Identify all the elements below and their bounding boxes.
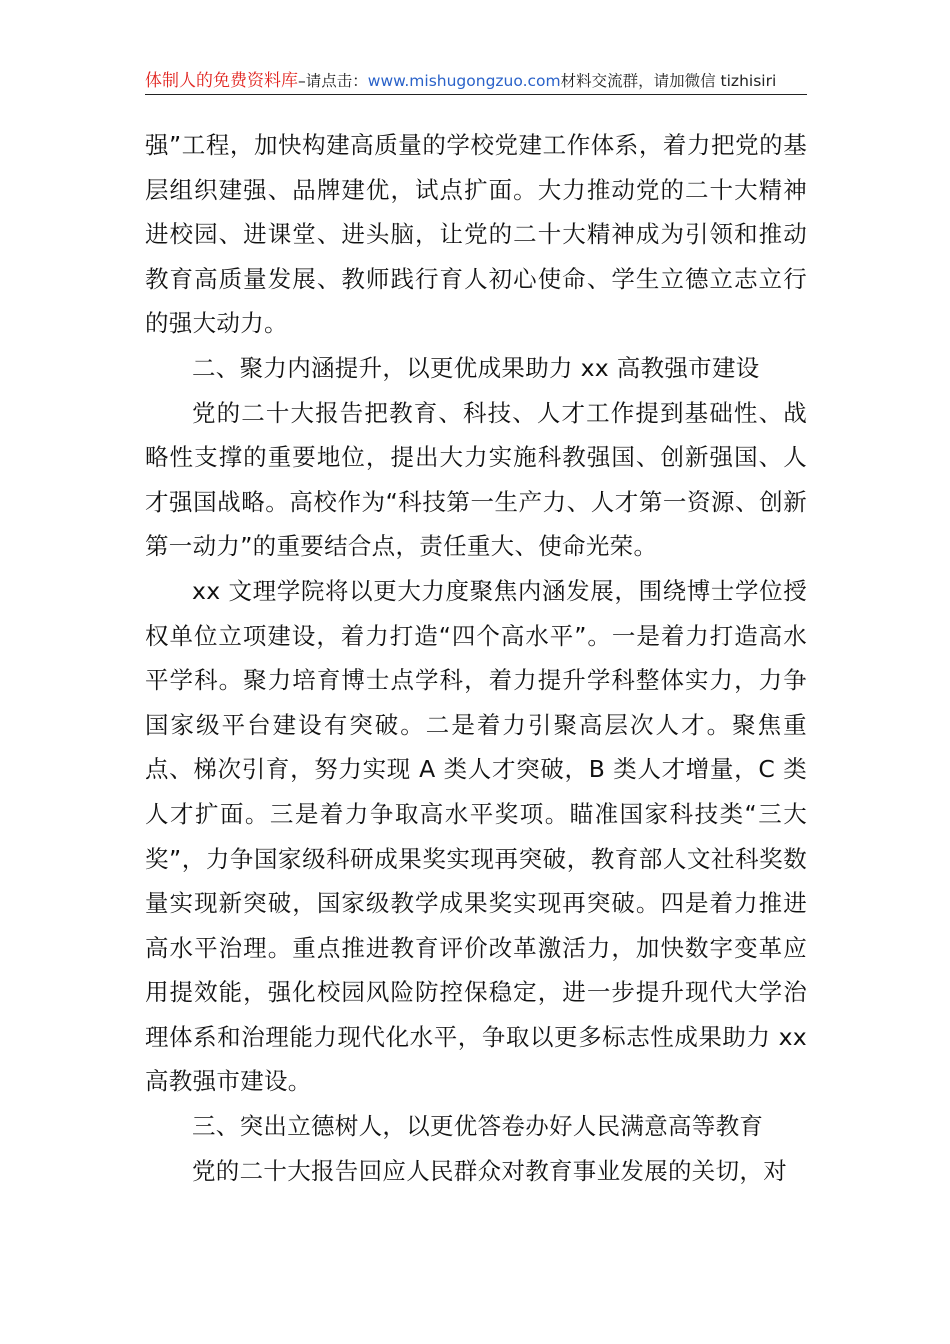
paragraph: 党的二十大报告回应人民群众对教育事业发展的关切，对 (192, 1156, 787, 1185)
page-header (145, 68, 807, 95)
section-heading-3: 三、突出立德树人，以更优答卷办好人民满意高等教育 (192, 1112, 764, 1141)
section-heading-2: 二、聚力内涵提升，以更优成果助力 xx 高教强市建设 (192, 353, 760, 382)
header-click-prompt: –请点击： (298, 72, 368, 90)
document-body (145, 123, 807, 1193)
header-url-link[interactable]: www.mishugongzuo.com (367, 72, 561, 90)
paragraph: xx 文理学院将以更大力度聚焦内涵发展，围绕博士学位授权单位立项建设，着力打造“四个高水平”。一是着力打造高水平学科。聚力培育博士点学科，着力提升学科整体实力，力争国家级平台建设有突破。二是着力引聚高层次人才。聚焦重点、梯次引育，努力实现 A 类人才突破，B 类人才增量，C 类人才扩面。三是着力争取高水平奖项。瞄准国家科技类“三大奖”，力争国家级科研成果奖实现再突破，教育部人文社科奖数量实现新突破，国家级教学成果奖实现再突破。四是着力推进高水平治理。重点推进教育评价改革激活力，加快数字变革应用提效能，强化校园风险防控保稳定，进一步提升现代大学治理体系和治理能力现代化水平，争取以更多标志性成果助力 xx 高教强市建设。 (145, 576, 807, 1096)
paragraph-continuation: 强”工程，加快构建高质量的学校党建工作体系，着力把党的基层组织建强、品牌建优，试点扩面。大力推动党的二十大精神进校园、进课堂、进头脑，让党的二十大精神成为引领和推动教育高质量发展、教师践行育人初心使命、学生立德立志立行的强大动力。 (145, 131, 807, 338)
header-wechat-text: 材料交流群，请加微信 tizhisiri (560, 72, 777, 90)
paragraph: 党的二十大报告把教育、科技、人才工作提到基础性、战略性支撑的重要地位，提出大力实施科教强国、创新强国、人才强国战略。高校作为“科技第一生产力、人才第一资源、创新第一动力”的重要结合点，责任重大、使命光荣。 (145, 398, 807, 561)
header-site-name: 体制人的免费资料库 (145, 71, 298, 91)
